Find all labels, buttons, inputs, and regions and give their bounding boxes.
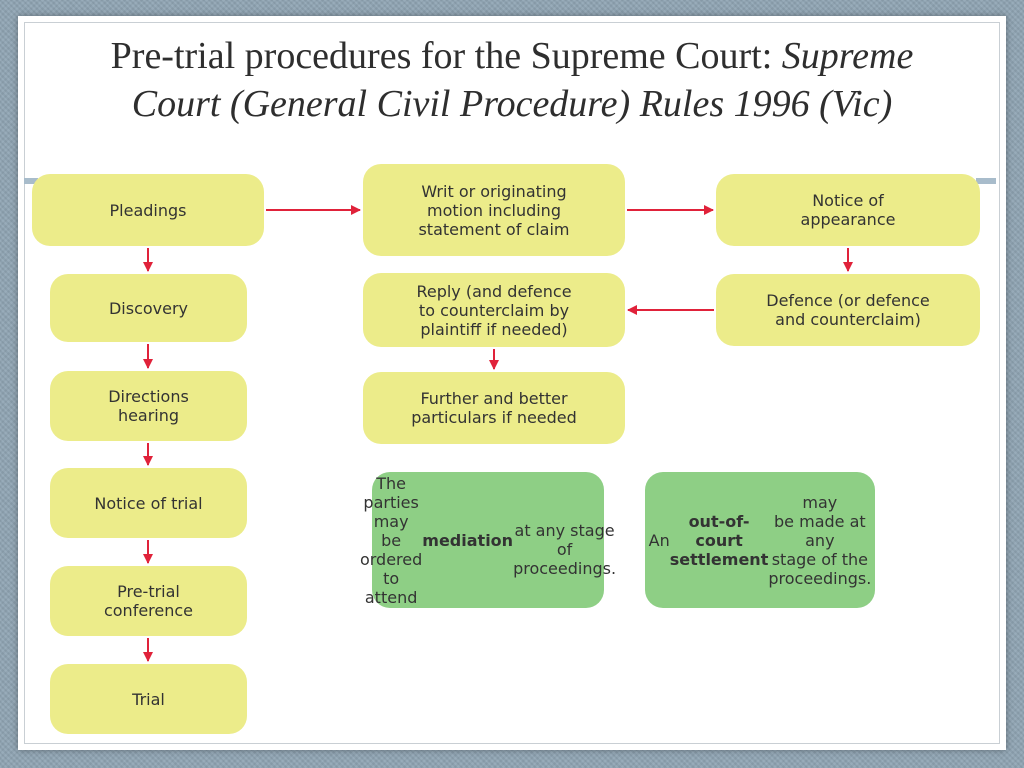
- settlement-text-before: An: [648, 530, 670, 550]
- title-italic-text-1: Supreme: [781, 35, 914, 77]
- directions-hearing-box: Directions hearing: [50, 371, 247, 441]
- settlement-bold-text: out-of-court settlement: [669, 511, 769, 569]
- reply-box: Reply (and defence to counterclaim by plaintiff if needed): [363, 273, 625, 347]
- further-particulars-box: Further and better particulars if needed: [363, 372, 625, 444]
- mediation-text-before: The parties may be ordered to attend: [359, 473, 423, 607]
- trial-box: Trial: [50, 664, 247, 734]
- defence-box: Defence (or defence and counterclaim): [716, 274, 980, 346]
- discovery-box: Discovery: [50, 274, 247, 342]
- separator-right: [976, 178, 996, 184]
- settlement-note-box: [645, 472, 875, 608]
- title-line-1: [0, 32, 1024, 80]
- mediation-text-after: at any stage of proceedings.: [513, 521, 617, 578]
- settlement-text-after: may be made at any stage of the proceedings.: [768, 492, 872, 588]
- pre-trial-conference-box: Pre-trial conference: [50, 566, 247, 636]
- title-italic-text-2: Court (General Civil Procedure) Rules 1996 (Vic): [131, 83, 893, 125]
- notice-of-trial-box: Notice of trial: [50, 468, 247, 538]
- notice-of-appearance-box: Notice of appearance: [716, 174, 980, 246]
- slide-title: [0, 32, 1024, 128]
- writ-box: Writ or originating motion including statement of claim: [363, 164, 625, 256]
- title-plain-text: Pre-trial procedures for the Supreme Court:: [110, 35, 782, 77]
- mediation-note-box: [359, 472, 617, 608]
- pleadings-box: Pleadings: [32, 174, 264, 246]
- title-line-2: [0, 80, 1024, 128]
- mediation-bold-text: mediation: [422, 530, 514, 550]
